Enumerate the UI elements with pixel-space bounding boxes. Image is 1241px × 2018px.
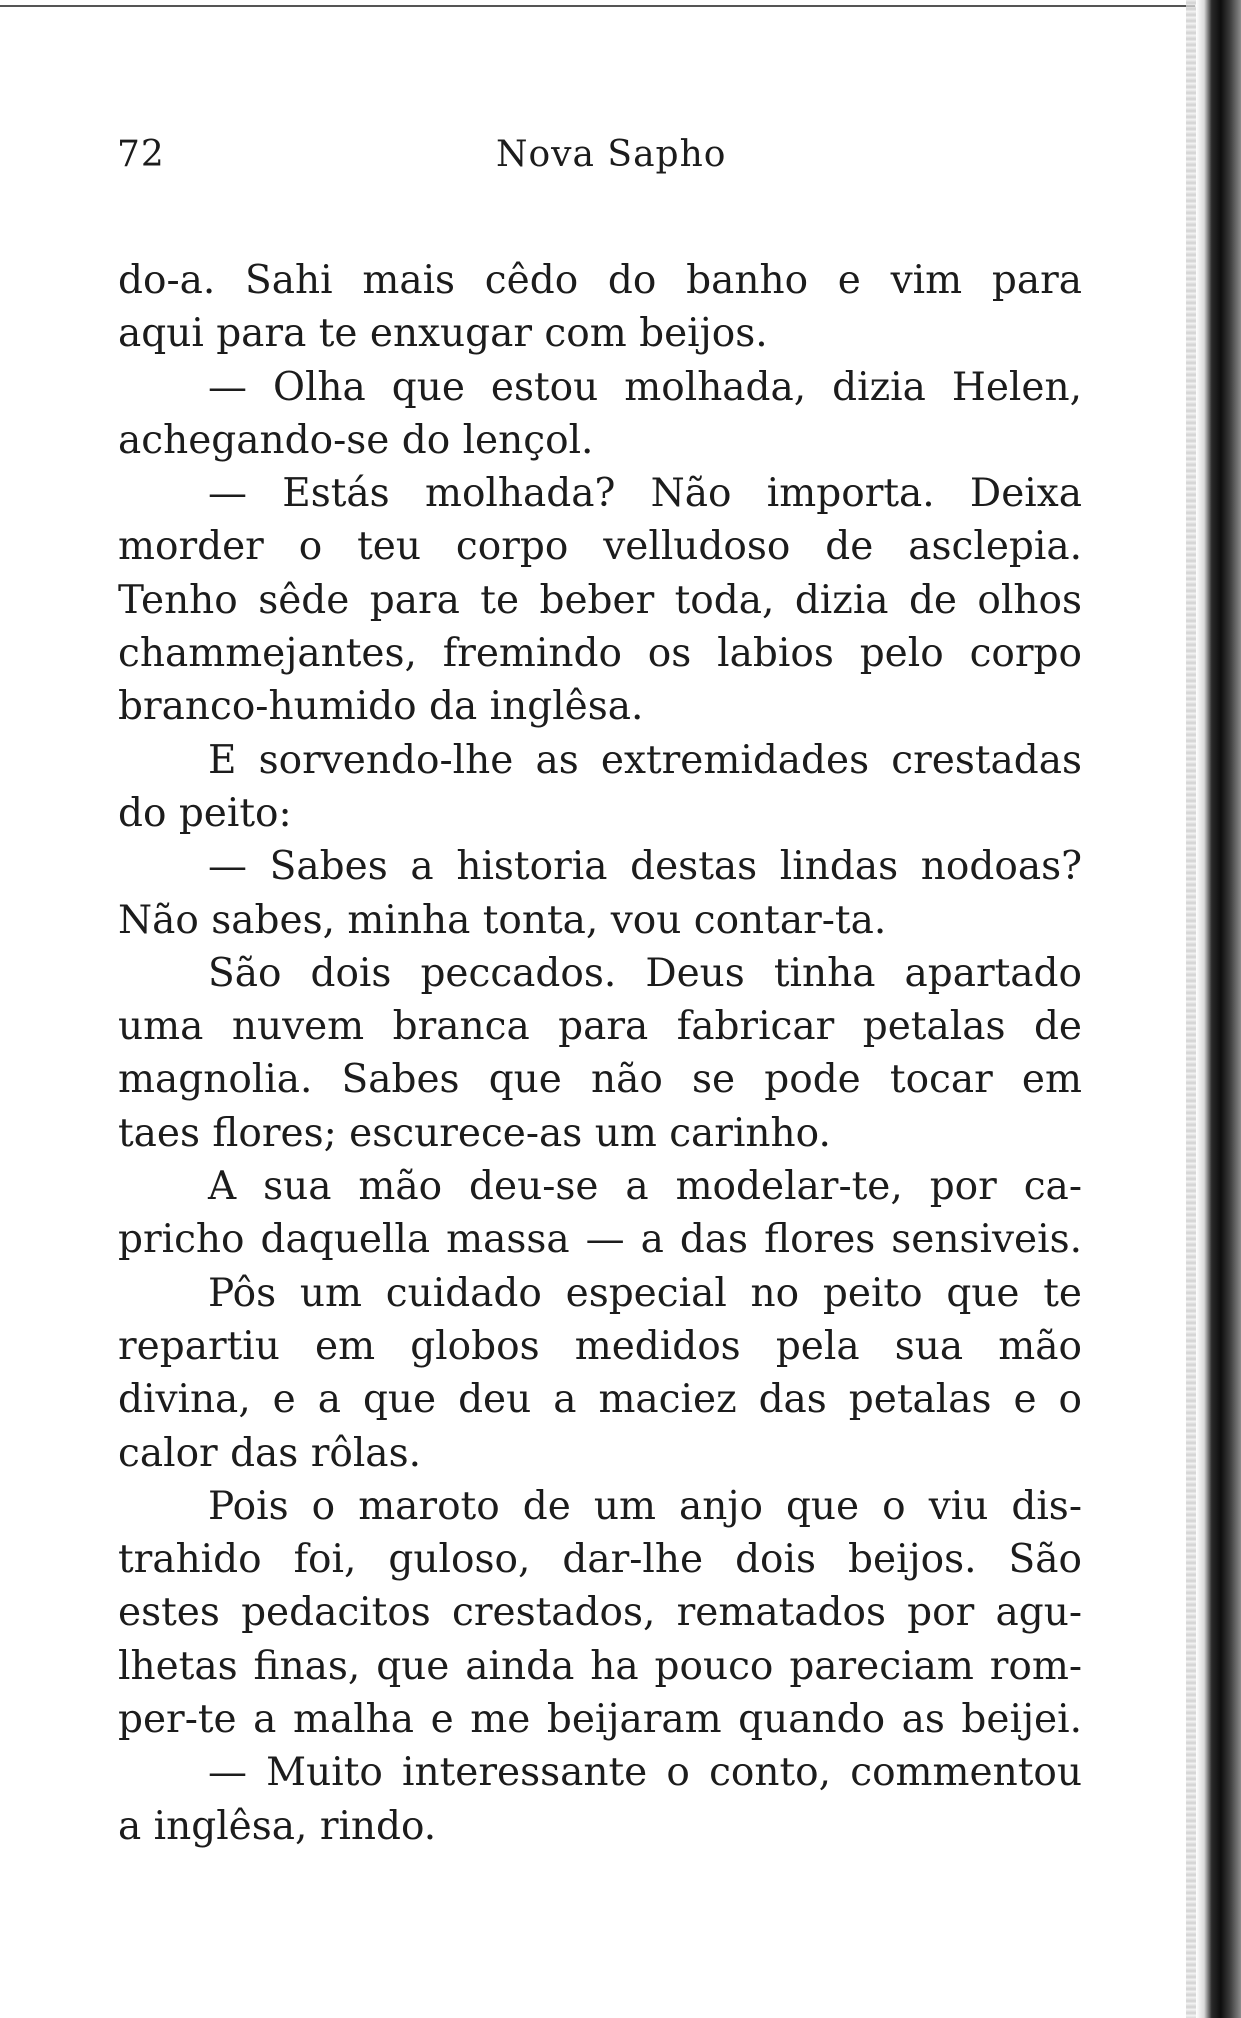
book-spine-shadow xyxy=(1196,0,1241,2018)
text-line: estes pedacitos crestados, rematados por agu- xyxy=(118,1590,1082,1636)
text-line: — Olha que estou molhada, dizia Helen, xyxy=(208,364,1082,410)
text-line: E sorvendo-lhe as extremidades crestadas xyxy=(208,737,1082,783)
text-line: Tenho sêde para te beber toda, dizia de olhos xyxy=(118,577,1082,623)
page-number: 72 xyxy=(117,134,165,175)
text-line: per-te a malha e me beijaram quando as beijei. xyxy=(118,1697,1082,1743)
text-line: do-a. Sahi mais cêdo do banho e vim para xyxy=(118,258,1082,303)
text-line: taes flores; escurece-as um carinho. xyxy=(118,1110,831,1156)
text-line: trahido foi, guloso, dar-lhe dois beijos. São xyxy=(118,1537,1082,1583)
text-line: divina, e a que deu a maciez das petalas e o xyxy=(118,1377,1082,1423)
text-line: branco-humido da inglêsa. xyxy=(118,684,644,730)
text-line: achegando-se do lençol. xyxy=(118,417,594,463)
text-line: Pôs um cuidado especial no peito que te xyxy=(208,1270,1082,1316)
body-text xyxy=(118,254,1082,1853)
text-line: do peito: xyxy=(118,790,292,836)
text-line: pricho daquella massa — a das flores sensiveis. xyxy=(118,1217,1082,1263)
text-line: Pois o maroto de um anjo que o viu dis- xyxy=(208,1483,1082,1529)
top-rule xyxy=(0,5,1195,7)
running-title: Nova Sapho xyxy=(496,134,727,175)
text-line: a inglêsa, rindo. xyxy=(118,1803,437,1849)
text-line: Não sabes, minha tonta, vou contar-ta. xyxy=(118,897,887,943)
page-edge xyxy=(1186,0,1196,2018)
text-line: aqui para te enxugar com beijos. xyxy=(118,311,768,357)
text-line: — Muito interessante o conto, commentou xyxy=(208,1750,1082,1796)
text-line: calor das rôlas. xyxy=(118,1430,421,1476)
text-line: — Estás molhada? Não importa. Deixa xyxy=(208,471,1082,517)
text-line: magnolia. Sabes que não se pode tocar em xyxy=(118,1057,1082,1103)
text-line: chammejantes, fremindo os labios pelo corpo xyxy=(118,631,1082,677)
text-line: lhetas finas, que ainda ha pouco pareciam rom- xyxy=(118,1643,1082,1689)
text-line: morder o teu corpo velludoso de asclepia. xyxy=(118,524,1082,570)
text-line: São dois peccados. Deus tinha apartado xyxy=(208,950,1082,996)
text-line: uma nuvem branca para fabricar petalas de xyxy=(118,1004,1082,1050)
text-line: repartiu em globos medidos pela sua mão xyxy=(118,1323,1082,1369)
text-line: A sua mão deu-se a modelar-te, por ca- xyxy=(208,1164,1082,1210)
text-line: — Sabes a historia destas lindas nodoas? xyxy=(208,844,1082,890)
